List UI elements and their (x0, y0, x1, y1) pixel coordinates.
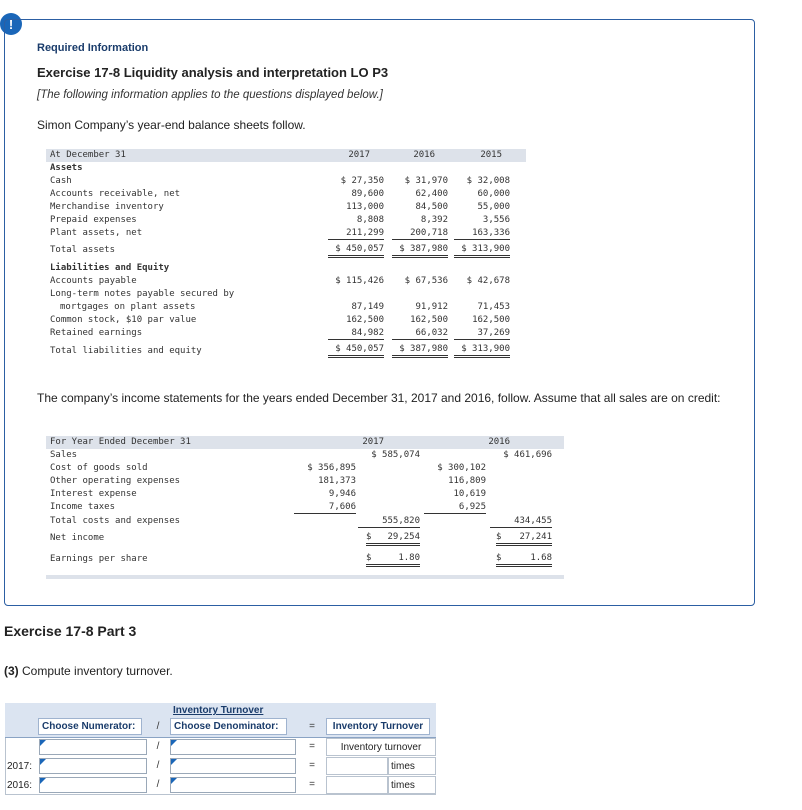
bs-cell: $ 42,678 (466, 276, 510, 286)
bs-cell: 84,500 (415, 202, 448, 212)
is-row-label: Cost of goods sold (50, 463, 148, 473)
eps-2016: 1.68 (530, 553, 552, 563)
question-text (4, 664, 173, 678)
bs-cell: $ 67,536 (404, 276, 448, 286)
unit-label-2017: times (391, 761, 415, 772)
total-costs-2016: 434,455 (490, 516, 552, 528)
denominator-input-2016[interactable] (170, 777, 296, 793)
total-costs-label: Total costs and expenses (50, 516, 181, 526)
is-cell: 116,809 (448, 476, 486, 486)
equals-symbol: = (309, 741, 315, 752)
is-cell: $ 356,895 (307, 463, 356, 473)
required-info-heading: Required Information (37, 42, 149, 54)
table-bottom-border (5, 794, 436, 795)
total-le-label: Total liabilities and equity (50, 346, 202, 356)
is-header-label: For Year Ended December 31 (50, 437, 191, 447)
bs-cell: $ 31,970 (404, 176, 448, 186)
eps-2016-cell (496, 553, 552, 567)
dollar-sign: $ (496, 553, 502, 563)
equals-symbol: = (309, 760, 315, 771)
bs-cell: 84,982 (328, 328, 384, 340)
balance-sheet-intro: Simon Company’s year-end balance sheets follow. (37, 118, 306, 132)
eps-2017: 1.80 (398, 553, 420, 563)
bs-cell: 66,032 (392, 328, 448, 340)
equals-symbol: = (309, 721, 315, 732)
denominator-header: Choose Denominator: (170, 718, 287, 735)
is-cell: 181,373 (318, 476, 356, 486)
is-row-label: Other operating expenses (50, 476, 181, 486)
bs-cell: 89,600 (351, 189, 384, 199)
bs-cell: 87,149 (351, 302, 384, 312)
bs-cell: 162,500 (346, 315, 384, 325)
bs-row-label: Retained earnings (50, 328, 143, 338)
dollar-sign: $ (366, 532, 372, 542)
denominator-select[interactable] (170, 739, 296, 755)
bs-row-label: Common stock, $10 par value (50, 315, 197, 325)
bs-row-label: Cash (50, 176, 72, 186)
denominator-input-2017[interactable] (170, 758, 296, 774)
result-label-cell: Inventory turnover (326, 738, 436, 756)
info-note: [The following information applies to the questions displayed below.] (37, 89, 383, 101)
liabilities-title: Liabilities and Equity (50, 263, 170, 273)
is-year-2016: 2016 (488, 437, 510, 447)
dollar-sign: $ (366, 553, 372, 563)
question-number: (3) (4, 664, 19, 678)
bs-cell: 162,500 (410, 315, 448, 325)
bs-cell: 8,808 (356, 215, 384, 225)
is-row-label: Income taxes (50, 502, 116, 512)
net-income-2017-cell (366, 532, 420, 546)
bs-cell: 71,453 (477, 302, 510, 312)
total-le-2015: $ 313,900 (454, 344, 510, 358)
bs-row-label: Prepaid expenses (50, 215, 137, 225)
bs-row-label: Plant assets, net (50, 228, 143, 238)
income-statement-table (46, 436, 564, 580)
is-cell: 9,946 (328, 489, 356, 499)
total-assets-2017: $ 450,057 (328, 244, 384, 258)
bs-cell: $ 115,426 (335, 276, 384, 286)
row-label-2016: 2016: (7, 780, 33, 791)
is-year-2017: 2017 (362, 437, 384, 447)
result-header: Inventory Turnover (326, 718, 430, 735)
assets-title: Assets (50, 163, 83, 173)
is-cell: 7,606 (294, 502, 356, 514)
table-left-border (5, 738, 6, 794)
is-row-label: Interest expense (50, 489, 137, 499)
table-footer-band (46, 575, 564, 579)
bs-cell: 62,400 (415, 189, 448, 199)
equals-symbol: = (309, 779, 315, 790)
net-income-2016: 27,241 (519, 532, 552, 542)
sales-2017: $ 585,074 (371, 450, 420, 460)
bs-cell: 37,269 (454, 328, 510, 340)
income-statement-intro: The company’s income statements for the years ended December 31, 2017 and 2016, follow. Assume that all sales are on credit: (37, 391, 721, 405)
total-assets-2015: $ 313,900 (454, 244, 510, 258)
alert-icon: ! (0, 13, 22, 35)
is-cell: 10,619 (453, 489, 486, 499)
bs-row-label: Long-term notes payable secured by (50, 289, 235, 299)
bs-cell: 163,336 (454, 228, 510, 240)
bs-cell: $ 32,008 (466, 176, 510, 186)
dollar-sign: $ (496, 532, 502, 542)
eps-2017-cell (366, 553, 420, 567)
is-cell: $ 300,102 (437, 463, 486, 473)
bs-cell: 211,299 (328, 228, 384, 240)
bs-row-label: Accounts payable (50, 276, 137, 286)
bs-year-2016: 2016 (413, 150, 435, 160)
bs-row-label: mortgages on plant assets (60, 302, 196, 312)
numerator-input-2016[interactable] (39, 777, 147, 793)
balance-sheet-table (46, 149, 526, 361)
divide-symbol: / (156, 721, 160, 732)
bs-cell: 60,000 (477, 189, 510, 199)
bs-year-2017: 2017 (348, 150, 370, 160)
net-income-2016-cell (496, 532, 552, 546)
bs-cell: 113,000 (346, 202, 384, 212)
part-title: Exercise 17-8 Part 3 (4, 623, 137, 639)
total-le-2017: $ 450,057 (328, 344, 384, 358)
exercise-title: Exercise 17-8 Liquidity analysis and interpretation LO P3 (37, 65, 389, 80)
numerator-header: Choose Numerator: (38, 718, 142, 735)
bs-cell: 162,500 (472, 315, 510, 325)
bs-cell: 8,392 (420, 215, 448, 225)
bs-cell: 91,912 (415, 302, 448, 312)
total-assets-label: Total assets (50, 245, 116, 255)
numerator-input-2017[interactable] (39, 758, 147, 774)
question-body: Compute inventory turnover. (22, 664, 173, 678)
total-le-2016: $ 387,980 (392, 344, 448, 358)
is-cell: 6,925 (424, 502, 486, 514)
total-costs-2017: 555,820 (358, 516, 420, 528)
result-cell-2017 (326, 757, 388, 775)
row-label-2017: 2017: (7, 761, 33, 772)
bs-cell: $ 27,350 (340, 176, 384, 186)
bs-header-label: At December 31 (50, 150, 126, 160)
result-cell-2016 (326, 776, 388, 794)
numerator-select[interactable] (39, 739, 147, 755)
bs-row-label: Accounts receivable, net (50, 189, 181, 199)
divide-symbol: / (156, 760, 160, 771)
net-income-label: Net income (50, 533, 105, 543)
bs-cell: 3,556 (482, 215, 510, 225)
divide-symbol: / (156, 741, 160, 752)
sales-label: Sales (50, 450, 78, 460)
bs-row-label: Merchandise inventory (50, 202, 164, 212)
sales-2016: $ 461,696 (503, 450, 552, 460)
answer-table-caption: Inventory Turnover (173, 705, 264, 716)
unit-label-2016: times (391, 780, 415, 791)
total-assets-2016: $ 387,980 (392, 244, 448, 258)
bs-cell: 55,000 (477, 202, 510, 212)
bs-cell: 200,718 (392, 228, 448, 240)
inventory-turnover-answer-table (5, 703, 436, 795)
divide-symbol: / (156, 779, 160, 790)
net-income-2017: 29,254 (387, 532, 420, 542)
eps-label: Earnings per share (50, 554, 148, 564)
bs-year-2015: 2015 (480, 150, 502, 160)
